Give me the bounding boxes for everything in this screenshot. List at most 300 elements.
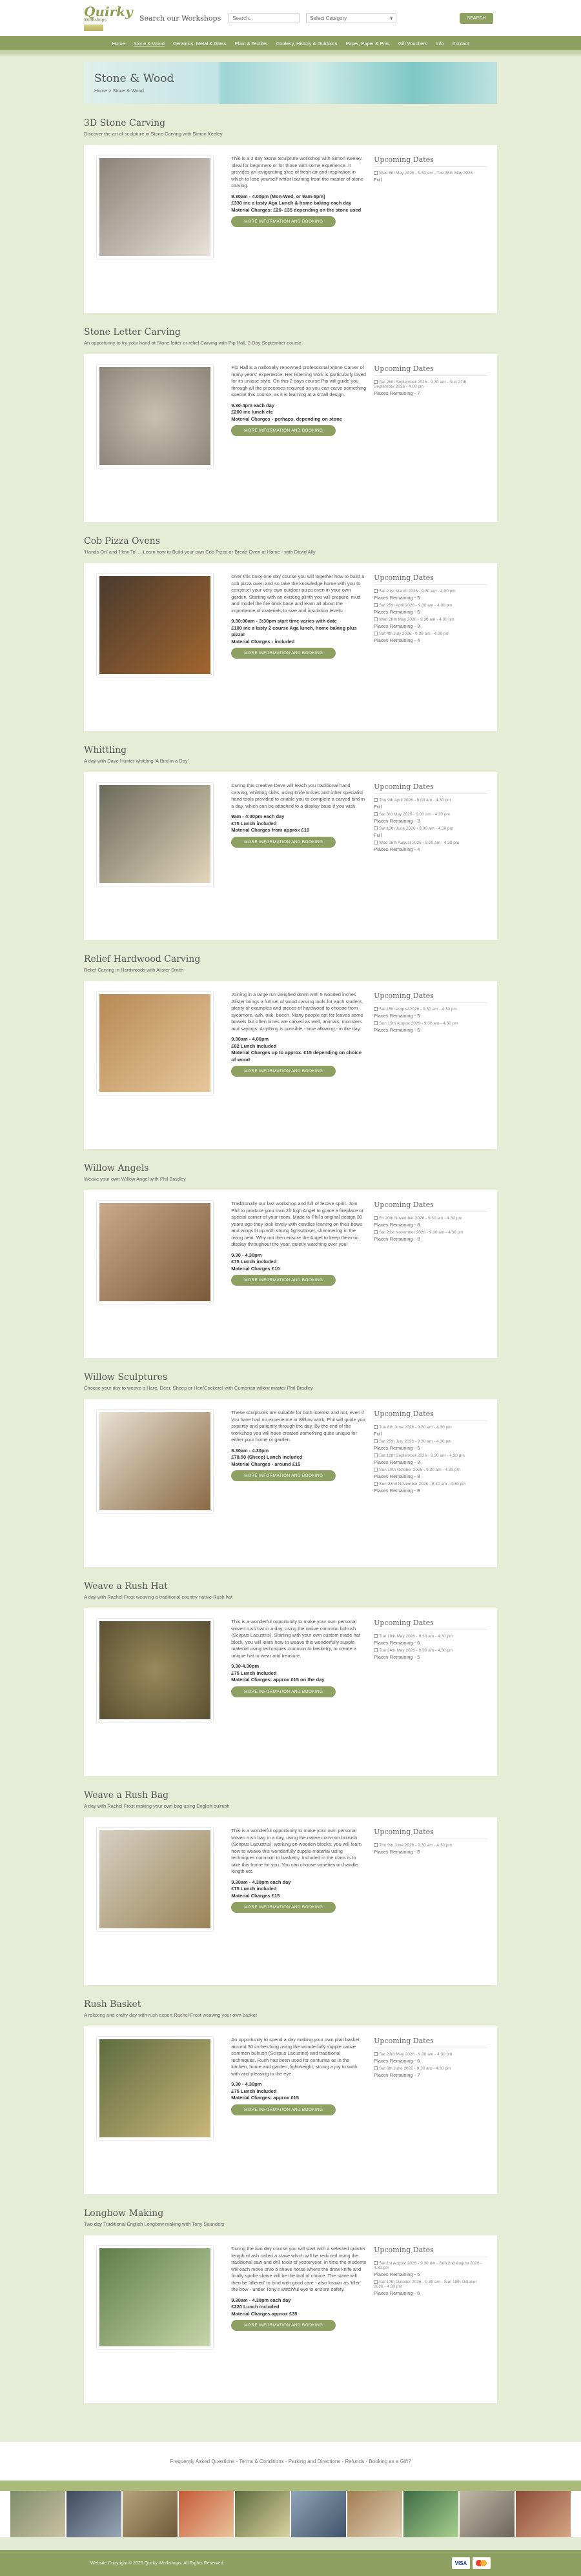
date-status: Places Remaining - 6 bbox=[374, 1640, 420, 1646]
course-info bbox=[231, 783, 366, 930]
course-photo[interactable] bbox=[97, 783, 213, 886]
date-text[interactable]: Sat 23rd May 2026 - 9.30 am - 4.30 pm bbox=[379, 2052, 453, 2057]
date-text[interactable]: Sat 17th October 2026 - 9.30 am - Sun 18th October 2026 - 4.30 pm bbox=[374, 2280, 477, 2289]
course-detail: £75 Lunch included bbox=[231, 1670, 277, 1676]
upcoming-title: Upcoming Dates bbox=[374, 2246, 487, 2257]
course-subtitle: 'Hands On' and 'How To' ... Learn how to Build your own Cob Pizza or Bread Oven at Home - with David Ally bbox=[84, 549, 316, 555]
logo-word: Quirky bbox=[84, 4, 133, 19]
course-subtitle: An opportunity to try your hand at Stone letter or relief Carving with Pip Hall, 2 Day September course. bbox=[84, 340, 303, 346]
calendar-icon bbox=[374, 2261, 378, 2265]
course-detail: 8.30am - 4.30pm bbox=[231, 1447, 269, 1453]
course-photo[interactable] bbox=[97, 1410, 213, 1513]
date-text[interactable]: Sat 12th September 2026 - 9.30 am - 4.30 pm bbox=[379, 1453, 465, 1458]
strip-photo bbox=[516, 2491, 571, 2537]
date-text[interactable]: Sat 21st March 2026 - 9.30 am - 4.00 pm bbox=[379, 589, 456, 594]
more-info-button[interactable]: MORE INFORMATION AND BOOKING bbox=[231, 1686, 336, 1697]
date-status: Places Remaining - 8 bbox=[374, 1473, 420, 1479]
course-detail: Material Charges - included bbox=[231, 638, 295, 644]
date-text[interactable]: Wed 26th August 2026 - 9.00 am - 4.30 pm bbox=[379, 841, 460, 845]
date-status: Places Remaining - 8 bbox=[374, 1488, 420, 1493]
course-detail: 9.30am - 4.30pm each day bbox=[231, 1879, 291, 1885]
course-photo[interactable] bbox=[97, 992, 213, 1095]
search-title: Search our Workshops bbox=[139, 14, 221, 23]
nav-plant-textiles[interactable]: Plant & Textiles bbox=[234, 40, 268, 46]
course-section bbox=[84, 327, 497, 522]
date-text[interactable]: Sat 1st August 2026 - 9.30 am - Sun 2nd August 2026 - 4.30 pm bbox=[374, 2261, 482, 2270]
photo-wrap bbox=[94, 1410, 219, 1557]
course-detail: 9.30am - 4.00pm bbox=[231, 1036, 269, 1042]
course-info bbox=[231, 1201, 366, 1348]
course-detail: £220 Lunch included bbox=[231, 2304, 280, 2310]
date-text[interactable]: Tue 18th May 2026 - 9.30 am - 4.30 pm bbox=[379, 1634, 453, 1639]
nav-stone-wood[interactable]: Stone & Wood bbox=[133, 40, 165, 46]
course-info bbox=[231, 2037, 366, 2184]
breadcrumb[interactable]: Home > Stone & Wood bbox=[94, 88, 144, 94]
course-detail: Material Charges approx £35 bbox=[231, 2310, 298, 2317]
calendar-icon bbox=[374, 826, 378, 830]
course-card bbox=[84, 145, 497, 313]
date-status: Places Remaining - 5 bbox=[374, 1013, 420, 1019]
date-text[interactable]: Sat 21st November 2026 - 9.30 am - 4.30 pm bbox=[379, 1230, 464, 1235]
upcoming-title: Upcoming Dates bbox=[374, 1619, 487, 1630]
course-section bbox=[84, 1581, 497, 1776]
date-status: Full bbox=[374, 804, 382, 810]
calendar-icon bbox=[374, 1439, 378, 1443]
date-text[interactable]: Fri 20th November 2026 - 9.30 am - 4.30 pm bbox=[379, 1216, 462, 1221]
calendar-icon bbox=[374, 1648, 378, 1652]
upcoming-date[interactable] bbox=[374, 1453, 487, 1458]
upcoming-title: Upcoming Dates bbox=[374, 783, 487, 794]
course-title[interactable]: Weave a Rush Bag bbox=[84, 1790, 169, 1801]
upcoming-date[interactable] bbox=[374, 380, 487, 389]
date-text[interactable]: Sat 26th September 2026 - 9.30 am - Sun 27th September 2026 - 4.00 pm bbox=[374, 380, 467, 389]
course-subtitle: A relaxing and crafty day with rush expert Rachel Frost weaving your own basket bbox=[84, 2012, 258, 2018]
upcoming-date[interactable] bbox=[374, 812, 487, 817]
upcoming-dates bbox=[374, 783, 487, 930]
course-detail: Material Charges - around £15 bbox=[231, 1461, 301, 1467]
course-photo[interactable] bbox=[97, 2037, 213, 2140]
date-status: Full bbox=[374, 832, 382, 838]
upcoming-dates bbox=[374, 1410, 487, 1557]
strip-photo bbox=[291, 2491, 346, 2537]
calendar-icon bbox=[374, 603, 378, 607]
upcoming-date[interactable] bbox=[374, 1230, 487, 1235]
course-section bbox=[84, 118, 497, 313]
date-status: Places Remaining - 6 bbox=[374, 1027, 420, 1033]
date-status: Places Remaining - 7 bbox=[374, 2072, 420, 2078]
course-detail: £75 Lunch included bbox=[231, 1886, 277, 1892]
calendar-icon bbox=[374, 1453, 378, 1457]
course-detail: Material Charges: approx £15 bbox=[231, 2095, 299, 2101]
course-description: Traditionally our last workshop and full of festive spirit. Join Phil to produce your own 2ft high Angel to grace a fireplace or special corner of your room. Made to Phil's original design 30 years ago they look lovely with candles leaning on their bows and wings lit up with strung lights/tinsel, shimmering in the rising heat. Why not then ensure the Angel to keep them on display throughout the year, quietly watching over you! bbox=[231, 1201, 363, 1247]
nav-info[interactable]: Info bbox=[435, 40, 444, 46]
course-detail: £330 inc a tasty Aga Lunch & home baking each day bbox=[231, 200, 352, 206]
course-info bbox=[231, 155, 366, 303]
photo-wrap bbox=[94, 1619, 219, 1766]
calendar-icon bbox=[374, 841, 378, 844]
course-description: This is a 3 day Stone Sculpture workshop with Simon Keeley. Ideal for beginners or for those with some experience. It provides an invigorating slice of fresh air and inspiration in which to lose yourself whilst learning from the master of stone carving. bbox=[231, 155, 363, 188]
upcoming-date[interactable] bbox=[374, 617, 487, 622]
course-detail: Material Charges - perhaps, depending on stone bbox=[231, 415, 342, 422]
course-detail: 9.30:00am - 3:30pm start time varies with date bbox=[231, 618, 337, 624]
date-status: Places Remaining - 6 bbox=[374, 2290, 420, 2296]
course-detail: £82 Lunch included bbox=[231, 1043, 277, 1049]
date-status: Places Remaining - 4 bbox=[374, 637, 420, 643]
upcoming-dates bbox=[374, 364, 487, 512]
strip-photo bbox=[10, 2491, 65, 2537]
upcoming-dates bbox=[374, 2246, 487, 2393]
calendar-icon bbox=[374, 380, 378, 384]
course-info bbox=[231, 2246, 366, 2393]
upcoming-date[interactable] bbox=[374, 2261, 487, 2270]
course-detail: 9am - 4:30pm each day bbox=[231, 814, 285, 819]
date-text[interactable]: Sun 19th August 2026 - 9.30 am - 4.30 pm bbox=[379, 1021, 458, 1026]
date-status: Full bbox=[374, 177, 382, 183]
search-button[interactable]: SEARCH bbox=[460, 13, 493, 24]
payment-methods bbox=[452, 2557, 491, 2569]
course-title[interactable]: Cob Pizza Ovens bbox=[84, 536, 160, 546]
course-title[interactable]: Rush Basket bbox=[84, 1999, 141, 2010]
course-detail: £100 inc a tasty 2 course Aga lunch, home baking plus pizza! bbox=[231, 624, 357, 637]
course-description: During the two day course you will start with a selected quarter length of ash called a stave which will be reduced using the traditional saw and drill tools of yesteryear. In time the students will each move onto a shave horse where the draw knife and finally spoke shave will be the tool of choice. The stave will then be 'tillered' to bind with good care - also known as 'tiller' the bow - under Tony's watchful eye to ensure safety. bbox=[231, 2246, 367, 2292]
calendar-icon bbox=[374, 1482, 378, 1486]
date-status: Places Remaining - 6 bbox=[374, 2058, 420, 2064]
course-section bbox=[84, 954, 497, 1149]
course-card bbox=[84, 1399, 497, 1567]
course-photo[interactable] bbox=[97, 1201, 213, 1304]
date-text[interactable]: Thu 9th June 2026 - 9.30 am - 4.30 pm bbox=[379, 1843, 452, 1848]
search-input[interactable] bbox=[229, 13, 300, 23]
calendar-icon bbox=[374, 812, 378, 816]
mastercard-icon bbox=[473, 2557, 491, 2569]
course-subtitle: A day with Rachel Frost weaving a traditional country native Rush hat bbox=[84, 1594, 233, 1600]
date-text[interactable]: Tue 24th May 2026 - 9.30 am - 4.30 pm bbox=[379, 1648, 453, 1653]
photo-wrap bbox=[94, 2246, 219, 2393]
sub-band bbox=[0, 50, 581, 55]
calendar-icon bbox=[374, 1007, 378, 1011]
more-info-button[interactable]: MORE INFORMATION AND BOOKING bbox=[231, 1275, 336, 1286]
calendar-icon bbox=[374, 798, 378, 802]
category-select-value: Select Category bbox=[310, 15, 347, 21]
date-status: Full bbox=[374, 1431, 382, 1437]
category-select[interactable] bbox=[306, 13, 396, 23]
strip-photo bbox=[179, 2491, 234, 2537]
date-status: Places Remaining - 6 bbox=[374, 609, 420, 615]
nav-contact[interactable]: Contact bbox=[452, 40, 469, 46]
course-detail: 9.30am - 4.30pm each day bbox=[231, 2297, 291, 2303]
calendar-icon bbox=[374, 1216, 378, 1220]
more-info-button[interactable]: MORE INFORMATION AND BOOKING bbox=[231, 2104, 336, 2115]
upcoming-dates bbox=[374, 574, 487, 721]
nav-cookery[interactable]: Cookery, History & Outdoors bbox=[276, 40, 338, 46]
page-banner bbox=[84, 62, 497, 104]
date-text[interactable]: Sat 13th June 2026 - 9.00 am - 4.30 pm bbox=[379, 826, 454, 831]
date-status: Places Remaining - 8 bbox=[374, 1849, 420, 1855]
upcoming-date[interactable] bbox=[374, 1425, 487, 1430]
course-description: Joining in a large run weighed down with 5 wooded inches Alister brings a full set of wood carving tools for each student, plenty of examples and pieces of hardwood to choose from - sycamore, ash, oak, beech. Many people opt for leaves some bowels but often times are carved as well, animals, monsters and sayings. Anything is possible - time allowing - in the day. bbox=[231, 992, 363, 1032]
more-info-button[interactable]: MORE INFORMATION AND BOOKING bbox=[231, 648, 336, 659]
strip-photo bbox=[460, 2491, 515, 2537]
upcoming-date[interactable] bbox=[374, 2052, 487, 2057]
calendar-icon bbox=[374, 632, 378, 635]
strip-photo bbox=[123, 2491, 178, 2537]
upcoming-title: Upcoming Dates bbox=[374, 364, 487, 376]
upcoming-date[interactable] bbox=[374, 1216, 487, 1221]
course-detail: 9.30 - 4.30pm bbox=[231, 1252, 262, 1258]
course-photo[interactable] bbox=[97, 574, 213, 677]
calendar-icon bbox=[374, 589, 378, 593]
date-status: Places Remaining - 5 bbox=[374, 2271, 420, 2277]
course-title[interactable]: Willow Angels bbox=[84, 1163, 149, 1173]
nav-home[interactable]: Home bbox=[112, 40, 125, 46]
date-status: Places Remaining - 7 bbox=[374, 390, 420, 396]
logo-house-icon bbox=[84, 25, 103, 31]
copyright-text: Website Copyright © 2026 Quirky Workshops. All Rights Reserved. bbox=[90, 2561, 225, 2566]
course-section bbox=[84, 1163, 497, 1358]
upcoming-date[interactable] bbox=[374, 2280, 487, 2289]
course-description: During this creative Dave will teach you traditional hand carving, whittling skills, using knife knives and other specialist hand tools provided to enable you to complete a carved bird in a day, which can be attached to a display base if you wish. bbox=[231, 783, 365, 809]
more-info-button[interactable]: MORE INFORMATION AND BOOKING bbox=[231, 1470, 336, 1481]
upcoming-date[interactable] bbox=[374, 589, 487, 594]
upcoming-date[interactable] bbox=[374, 1439, 487, 1444]
course-subtitle: A day with Dave Hunter whittling 'A Bird in a Day' bbox=[84, 758, 189, 764]
course-list bbox=[84, 118, 497, 2403]
more-info-button[interactable]: MORE INFORMATION AND BOOKING bbox=[231, 2320, 336, 2331]
course-photo[interactable] bbox=[97, 364, 213, 468]
upcoming-date[interactable] bbox=[374, 603, 487, 608]
upcoming-title: Upcoming Dates bbox=[374, 2037, 487, 2048]
date-text[interactable]: Wed 20th May 2026 - 9.30 am - 4.00 pm bbox=[379, 617, 454, 622]
upcoming-date[interactable] bbox=[374, 632, 487, 636]
course-description: Over this busy one day course you will together how to build a cob pizza oven and so take the knowledge home with you to construct your very own outdoor pizza oven in your own garden. Starting with an existing plinth you will prepare, mud and model the fire brick base and learn all about the importance of materials to size and insulation levels. bbox=[231, 574, 365, 614]
page-content bbox=[84, 62, 497, 2403]
course-detail: Material Charges from approx £10 bbox=[231, 827, 310, 833]
upcoming-date[interactable] bbox=[374, 798, 487, 803]
date-text[interactable]: Sat 3rd May 2026 - 9.00 am - 4.30 pm bbox=[379, 812, 450, 817]
course-subtitle: Discover the art of sculpture in Stone Carving with Simon Keeley bbox=[84, 131, 223, 137]
upcoming-date[interactable] bbox=[374, 1468, 487, 1472]
date-text[interactable]: Sun 18th October 2026 - 9.30 am - 4.30 pm bbox=[379, 1468, 460, 1472]
more-info-button[interactable]: MORE INFORMATION AND BOOKING bbox=[231, 425, 336, 436]
course-description: This is a wonderful opportunity to make your own personal woven rush hat in a day, using the native common bulrush (Scirpus Lacustris). Starting with your own custom made hat block, you will learn how to weave this wonderfully supple material using techniques common to basketry, to create a unique hat to wear and treasure. bbox=[231, 1619, 360, 1659]
footer-light-strip bbox=[0, 2537, 581, 2550]
course-subtitle: A day with Rachel Frost making your own bag using English bulrush bbox=[84, 1803, 230, 1809]
course-title[interactable]: Longbow Making bbox=[84, 2208, 164, 2219]
photo-wrap bbox=[94, 783, 219, 930]
date-status: Places Remaining - 5 bbox=[374, 1445, 420, 1451]
course-section bbox=[84, 2208, 497, 2403]
course-detail: £78.50 (Sheep) Lunch included bbox=[231, 1454, 303, 1460]
course-detail: 9.30-4pm each day bbox=[231, 402, 274, 408]
photo-wrap bbox=[94, 1201, 219, 1348]
site-header bbox=[0, 0, 581, 36]
course-card bbox=[84, 563, 497, 731]
upcoming-dates bbox=[374, 1201, 487, 1348]
course-section bbox=[84, 745, 497, 940]
upcoming-dates bbox=[374, 2037, 487, 2184]
upcoming-title: Upcoming Dates bbox=[374, 992, 487, 1003]
date-status: Places Remaining - 3 bbox=[374, 623, 420, 629]
course-info bbox=[231, 364, 366, 512]
date-status: Places Remaining - 5 bbox=[374, 1654, 420, 1660]
course-title[interactable]: Whittling bbox=[84, 745, 127, 755]
calendar-icon bbox=[374, 1021, 378, 1025]
upcoming-date[interactable] bbox=[374, 1648, 487, 1653]
more-info-button[interactable]: MORE INFORMATION AND BOOKING bbox=[231, 1902, 336, 1913]
course-card bbox=[84, 1608, 497, 1776]
photo-wrap bbox=[94, 1828, 219, 1975]
strip-photo bbox=[235, 2491, 290, 2537]
photo-wrap bbox=[94, 155, 219, 303]
course-section bbox=[84, 536, 497, 731]
course-description: Pip Hall is a nationally renowned professional Stone Carver of many years' experience. Her listening work is particularly loved for its unique style. On this 2 days course Pip will guide you through all the processes required so you can carve something special this course, as it is learning at a small design. bbox=[231, 364, 367, 397]
course-photo[interactable] bbox=[97, 2246, 213, 2349]
upcoming-dates bbox=[374, 1828, 487, 1975]
calendar-icon bbox=[374, 1468, 378, 1472]
date-text[interactable]: Sat 25th April 2026 - 9.30 am - 4.00 pm bbox=[379, 603, 453, 608]
footer-green-strip bbox=[0, 2481, 581, 2491]
course-section bbox=[84, 1790, 497, 1985]
course-photo[interactable] bbox=[97, 155, 213, 259]
date-status: Places Remaining - 8 bbox=[374, 1236, 420, 1242]
course-detail: 9.30am - 4.00pm (Mon-Wed, or 9am-5pm) bbox=[231, 193, 325, 199]
course-section bbox=[84, 1999, 497, 2194]
course-info bbox=[231, 992, 366, 1139]
upcoming-date[interactable] bbox=[374, 1007, 487, 1012]
upcoming-dates bbox=[374, 1619, 487, 1766]
date-status: Places Remaining - 8 bbox=[374, 1222, 420, 1228]
date-text[interactable]: Sun 22nd November 2026 - 9.30 am - 4.30 pm bbox=[379, 1482, 466, 1486]
course-detail: Material Charges: approx £15 on the day bbox=[231, 1677, 325, 1682]
date-text[interactable]: Sat 18th August 2026 - 9.30 am - 4.30 pm bbox=[379, 1007, 457, 1012]
page-title: Stone & Wood bbox=[94, 72, 174, 85]
course-description: These sculptures are suitable for both interest and not, even if you have had no experience in Willow work. Phil will guide you expertly and patiently through the day. By the end of the workshop you will have created something quite unique for either your home or garden. bbox=[231, 1410, 365, 1443]
course-detail: Material Charges £10 bbox=[231, 1265, 280, 1272]
calendar-icon bbox=[374, 1634, 378, 1638]
upcoming-date[interactable] bbox=[374, 841, 487, 845]
course-card bbox=[84, 1817, 497, 1985]
more-info-button[interactable]: MORE INFORMATION AND BOOKING bbox=[231, 216, 336, 227]
course-card bbox=[84, 1190, 497, 1358]
course-card bbox=[84, 772, 497, 940]
course-info bbox=[231, 574, 366, 721]
calendar-icon bbox=[374, 2066, 378, 2070]
copyright-bar bbox=[0, 2550, 581, 2576]
course-description: An opportunity to spend a day making your own plait basket around 30 inches long using the wonderfully supple native common bulrush (Scirpus Lacustris) and traditional techniques. Rush has been used for centuries as in the kitchen, home and garden, lightweight, strong a joy to work with and pleasing to the eye. bbox=[231, 2037, 360, 2077]
upcoming-date[interactable] bbox=[374, 826, 487, 831]
upcoming-date[interactable] bbox=[374, 1843, 487, 1848]
course-description: This is a wonderful opportunity to make your own personal woven rush bag in a day, using the native common bulrush (Scirpus Lacustris), working on wooden blocks, you will learn how to weave this wonderfully supple material using techniques common to basketry. Included in the class is to take this home for you. You can choose varieties on handle length etc. bbox=[231, 1828, 362, 1874]
more-info-button[interactable]: MORE INFORMATION AND BOOKING bbox=[231, 1066, 336, 1077]
course-info bbox=[231, 1619, 366, 1766]
more-info-button[interactable]: MORE INFORMATION AND BOOKING bbox=[231, 837, 336, 848]
nav-paper[interactable]: Paper, Paper & Print bbox=[345, 40, 390, 46]
course-detail: 9.30 - 4.30pm bbox=[231, 2081, 262, 2087]
course-title[interactable]: Stone Letter Carving bbox=[84, 327, 181, 337]
chevron-down-icon: ▾ bbox=[390, 15, 393, 21]
main-nav bbox=[0, 36, 581, 50]
upcoming-date[interactable] bbox=[374, 171, 487, 175]
course-title[interactable]: Relief Hardwood Carving bbox=[84, 954, 201, 964]
strip-photo bbox=[347, 2491, 402, 2537]
upcoming-dates bbox=[374, 155, 487, 303]
upcoming-date[interactable] bbox=[374, 1482, 487, 1486]
upcoming-title: Upcoming Dates bbox=[374, 1201, 487, 1212]
upcoming-date[interactable] bbox=[374, 1021, 487, 1026]
course-info bbox=[231, 1410, 366, 1557]
calendar-icon bbox=[374, 171, 378, 175]
photo-wrap bbox=[94, 2037, 219, 2184]
logo-sub: Workshops bbox=[84, 18, 107, 23]
site-logo[interactable] bbox=[84, 3, 133, 34]
date-status: Places Remaining - 3 bbox=[374, 1459, 420, 1465]
course-detail: £75 Lunch included bbox=[231, 820, 277, 826]
course-section bbox=[84, 1372, 497, 1567]
upcoming-dates bbox=[374, 992, 487, 1139]
course-title[interactable]: 3D Stone Carving bbox=[84, 118, 166, 128]
date-text[interactable]: Sat 25th July 2026 - 9.30 am - 4.30 pm bbox=[379, 1439, 452, 1444]
date-text[interactable]: Wed 5th May 2026 - 9.30 am - Tue 26th May 2026 bbox=[379, 171, 473, 175]
footer-links[interactable] bbox=[0, 2442, 581, 2481]
date-text[interactable]: Tue 8th June 2026 - 9.30 am - 4.30 pm bbox=[379, 1425, 452, 1430]
calendar-icon bbox=[374, 2280, 378, 2284]
date-text[interactable]: Thu 9th April 2026 - 9.00 am - 4.30 pm bbox=[379, 798, 451, 803]
nav-gift-vouchers[interactable]: Gift Vouchers bbox=[398, 40, 427, 46]
upcoming-date[interactable] bbox=[374, 1634, 487, 1639]
course-title[interactable]: Weave a Rush Hat bbox=[84, 1581, 168, 1592]
calendar-icon bbox=[374, 1843, 378, 1847]
calendar-icon bbox=[374, 1230, 378, 1234]
course-photo[interactable] bbox=[97, 1828, 213, 1931]
course-photo[interactable] bbox=[97, 1619, 213, 1722]
calendar-icon bbox=[374, 1425, 378, 1429]
upcoming-title: Upcoming Dates bbox=[374, 155, 487, 167]
course-subtitle: Weave your own Willow Angel with Phil Bradley bbox=[84, 1176, 186, 1182]
course-title[interactable]: Willow Sculptures bbox=[84, 1372, 168, 1383]
footer-links-text[interactable]: Frequently Asked Questions - Terms & Conditions - Parking and Directions - Refunds - Booking as a Gift? bbox=[170, 2458, 411, 2464]
calendar-icon bbox=[374, 2052, 378, 2056]
course-detail: £75 Lunch included bbox=[231, 1259, 277, 1264]
course-detail: £75 Lunch included bbox=[231, 2088, 277, 2094]
date-status: Places Remaining - 5 bbox=[374, 595, 420, 601]
course-subtitle: Two day Traditional English Longbow making with Tony Saunders bbox=[84, 2221, 225, 2227]
strip-photo bbox=[403, 2491, 458, 2537]
course-card bbox=[84, 2235, 497, 2403]
course-info bbox=[231, 1828, 366, 1975]
upcoming-title: Upcoming Dates bbox=[374, 1410, 487, 1421]
course-card bbox=[84, 354, 497, 522]
course-detail: £200 inc lunch etc bbox=[231, 409, 273, 415]
strip-photo bbox=[66, 2491, 121, 2537]
course-detail: Material Charges: £20- £35 depending on the stone used bbox=[231, 206, 362, 213]
date-text[interactable]: Sat 4th July 2026 - 9.30 am - 4.00 pm bbox=[379, 632, 449, 636]
nav-ceramics[interactable]: Ceramics, Metal & Glass bbox=[172, 40, 227, 46]
course-subtitle: Relief Carving in Hardwoods with Alister Smith bbox=[84, 967, 184, 973]
course-card bbox=[84, 981, 497, 1149]
upcoming-title: Upcoming Dates bbox=[374, 574, 487, 585]
course-detail: Material Charges up to approx. £15 depending on choice of wood bbox=[231, 1050, 362, 1063]
upcoming-date[interactable] bbox=[374, 2066, 487, 2071]
course-card bbox=[84, 2026, 497, 2194]
visa-icon: VISA bbox=[452, 2557, 470, 2569]
photo-wrap bbox=[94, 574, 219, 721]
date-status: Places Remaining - 4 bbox=[374, 846, 420, 852]
course-subtitle: Choose your day to weave a Hare, Deer, Sheep or Hen/Cockerel with Cumbrian willow master Phil Bradley bbox=[84, 1385, 313, 1391]
footer-photo-strip bbox=[0, 2491, 581, 2537]
calendar-icon bbox=[374, 617, 378, 621]
date-text[interactable]: Sat 6th June 2026 - 9.30 am - 4.30 pm bbox=[379, 2066, 451, 2071]
course-detail: 9.30-4.30pm bbox=[231, 1663, 260, 1669]
